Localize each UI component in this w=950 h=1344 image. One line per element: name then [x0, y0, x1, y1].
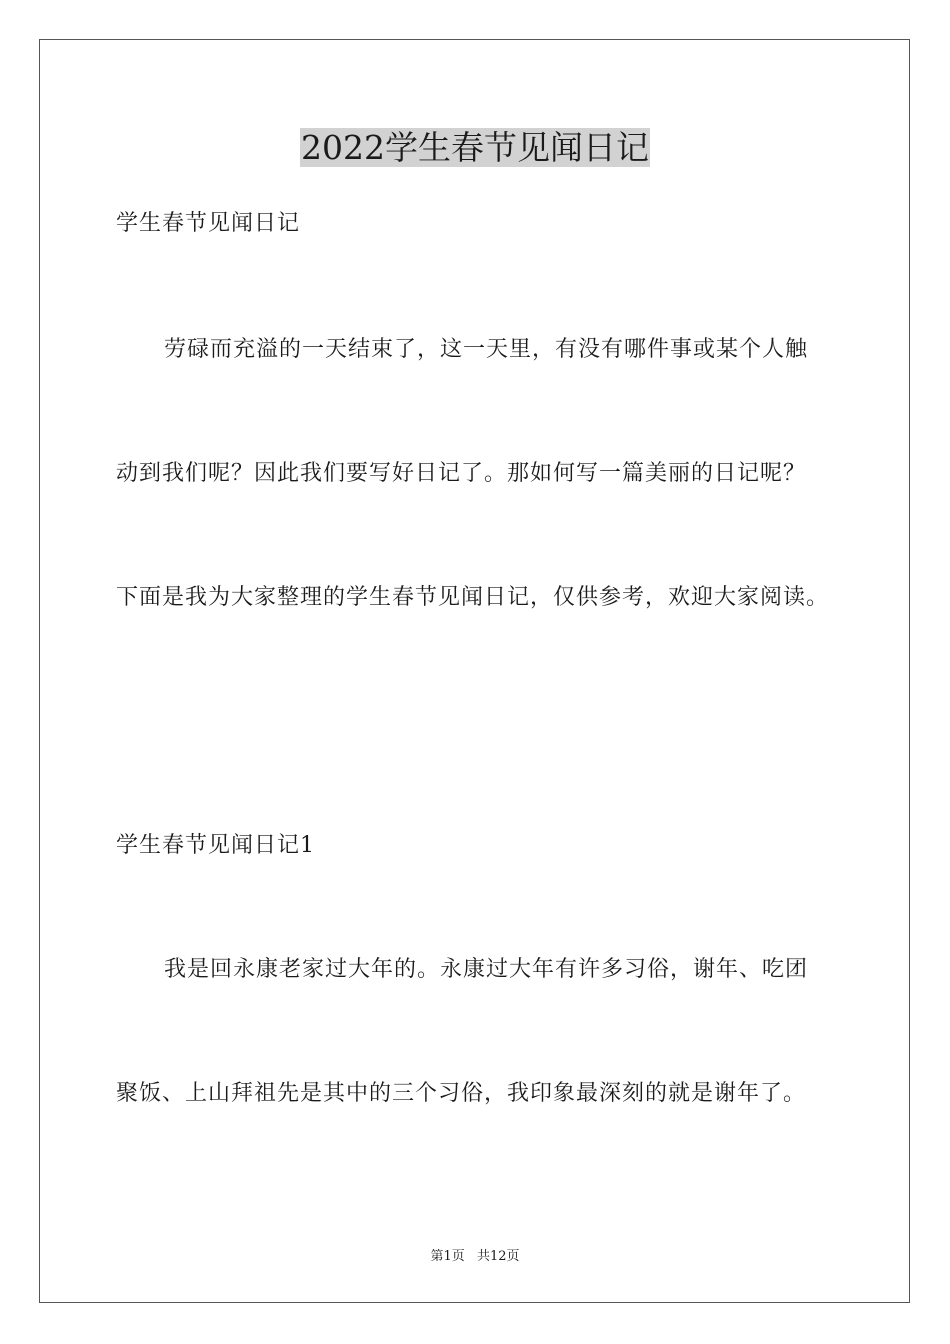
- intro-line-3: 下面是我为大家整理的学生春节见闻日记，仅供参考，欢迎大家阅读。: [116, 585, 830, 610]
- document-subtitle: 学生春节见闻日记: [116, 211, 301, 236]
- page-footer: [0, 1248, 950, 1266]
- section-heading: 学生春节见闻日记1: [116, 833, 315, 858]
- document-title-text: 2022学生春节见闻日记: [301, 128, 649, 167]
- section-line-1: 我是回永康老家过大年的。永康过大年有许多习俗，谢年、吃团: [164, 957, 809, 982]
- intro-line-1: 劳碌而充溢的一天结束了，这一天里，有没有哪件事或某个人触: [164, 337, 809, 362]
- intro-line-2: 动到我们呢？因此我们要写好日记了。那如何写一篇美丽的日记呢？: [116, 461, 807, 486]
- page-total: 共12页: [476, 1249, 520, 1264]
- page-number: 第1页: [430, 1249, 465, 1264]
- document-title: [0, 126, 950, 170]
- section-line-2: 聚饭、上山拜祖先是其中的三个习俗，我印象最深刻的就是谢年了。: [116, 1081, 807, 1106]
